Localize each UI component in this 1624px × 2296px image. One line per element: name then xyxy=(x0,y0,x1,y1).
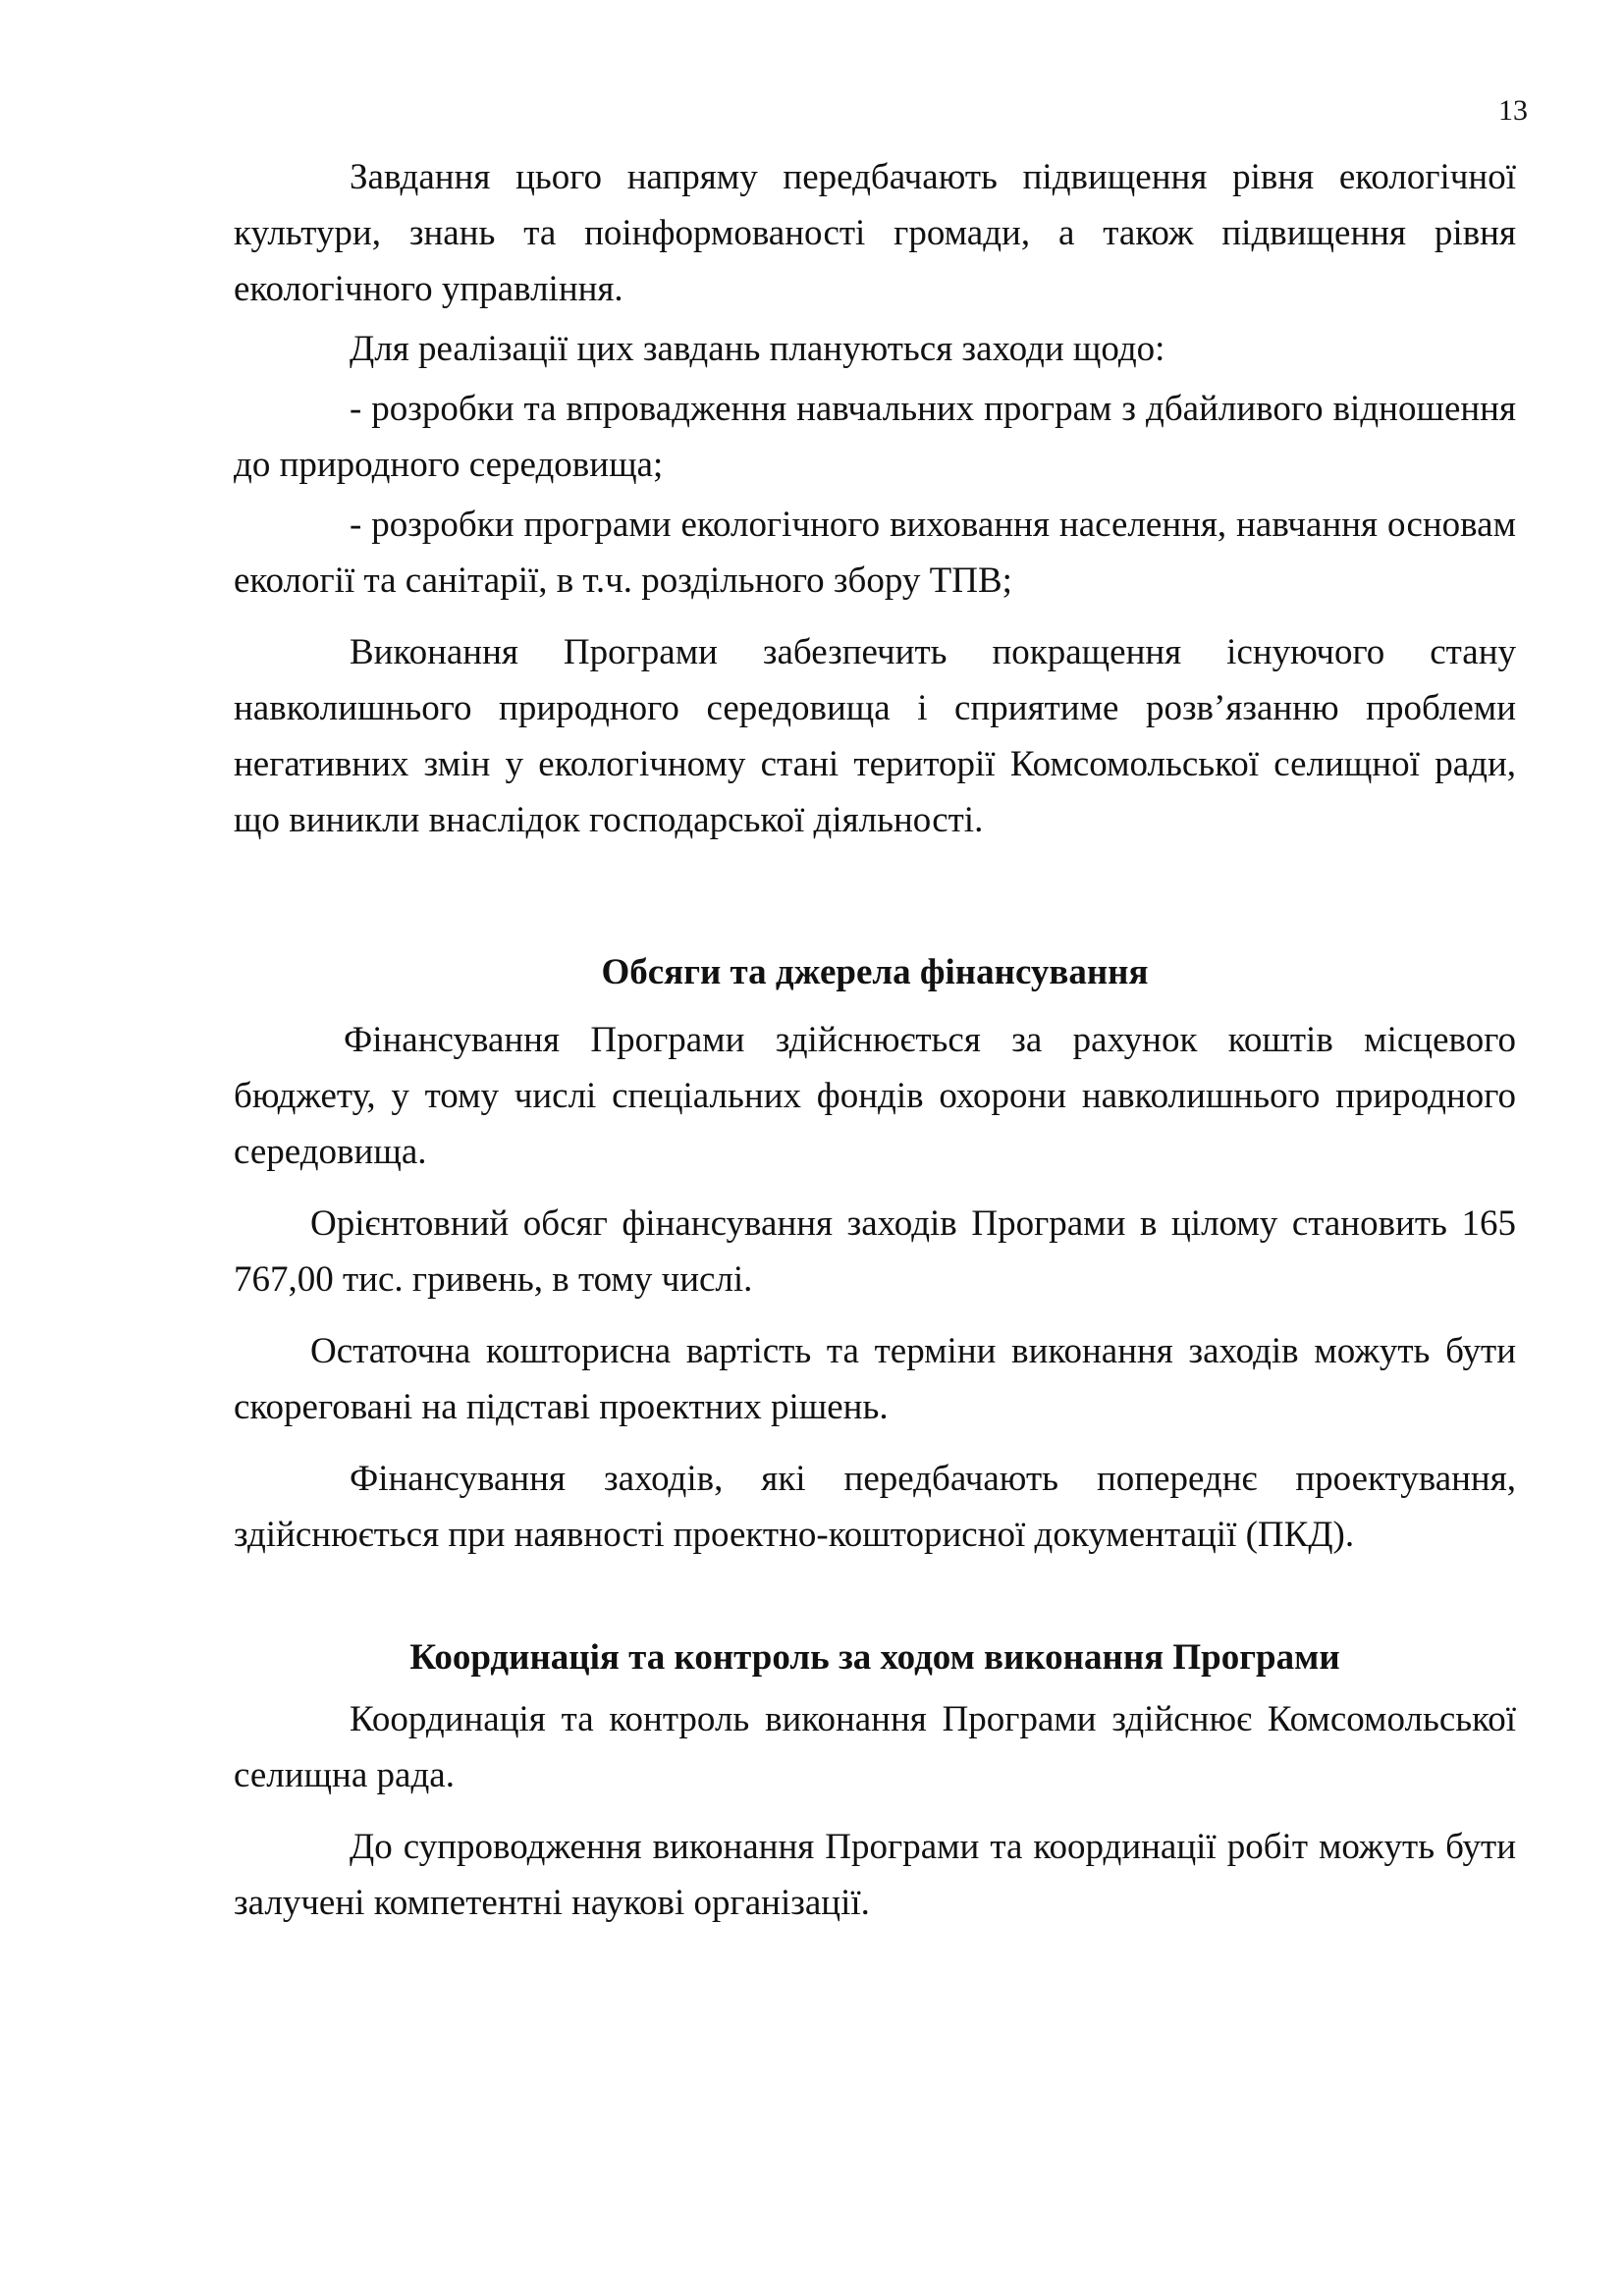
heading-financing: Обсяги та джерела фінансування xyxy=(601,952,1149,992)
document-body xyxy=(234,149,1516,1931)
list-item-programs: - розробки та впровадження навчальних програм з дбайливого відношення до природного середовища; xyxy=(234,389,1516,485)
paragraph-cost-adjustment: Остаточна кошторисна вартість та терміни виконання заходів можуть бути скореговані на підставі проектних рішень. xyxy=(234,1331,1516,1427)
heading-coordination: Координація та контроль за ходом виконання Програми xyxy=(409,1637,1340,1678)
paragraph-tasks: Завдання цього напряму передбачають підвищення рівня екологічної культури, знань та поінформованості громади, а також підвищення рівня екологічного управління. xyxy=(234,157,1516,309)
paragraph-financing-volume: Орієнтовний обсяг фінансування заходів Програми в цілому становить 165 767,00 тис. гривень, в тому числі. xyxy=(234,1203,1516,1300)
paragraph-program-outcome: Виконання Програми забезпечить покращення існуючого стану навколишнього природного середовища і сприятиме розв’язанню проблеми негативних змін у екологічному стані території Комсомольської селищної ради, що виникли внаслідок господарської діяльності. xyxy=(234,632,1516,840)
paragraph-design-financing: Фінансування заходів, які передбачають попереднє проектування, здійснюється при наявності проектно-кошторисної документації (ПКД). xyxy=(234,1459,1516,1555)
paragraph-coordination: Координація та контроль виконання Програми здійснює Комсомольської селищна рада. xyxy=(234,1699,1516,1795)
page-number: 13 xyxy=(1498,94,1528,127)
paragraph-scientific-organizations: До супроводження виконання Програми та координації робіт можуть бути залучені компетентні наукові організації. xyxy=(234,1827,1516,1923)
paragraph-financing-source: Фінансування Програми здійснюється за рахунок коштів місцевого бюджету, у тому числі спеціальних фондів охорони навколишнього природного середовища. xyxy=(234,1020,1516,1172)
paragraph-measures-intro: Для реалізації цих завдань плануються заходи щодо: xyxy=(350,329,1165,369)
list-item-education: - розробки програми екологічного виховання населення, навчання основам екології та санітарії, в т.ч. роздільного збору ТПВ; xyxy=(234,505,1516,601)
